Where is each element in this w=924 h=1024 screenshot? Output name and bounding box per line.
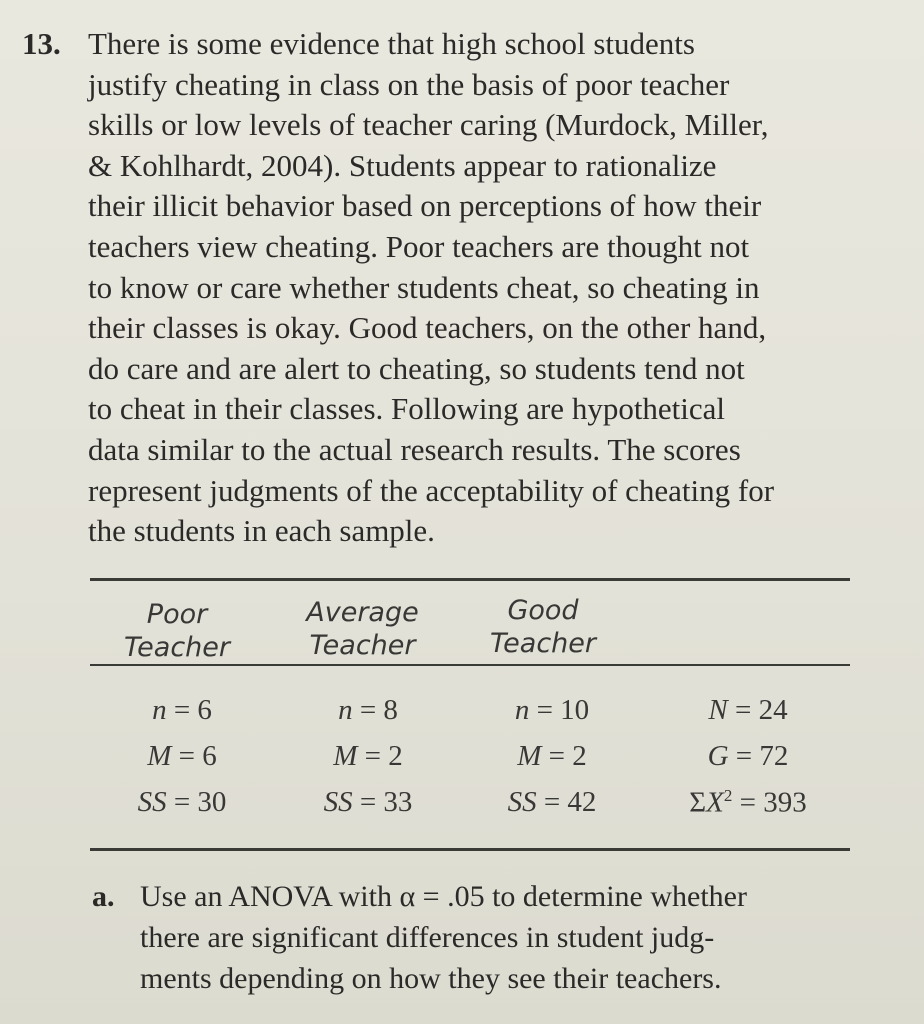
problem-line: skills or low levels of teacher caring (Murdock, Miller, <box>88 107 769 143</box>
average-n: n = 8 <box>338 694 398 726</box>
problem-line: do care and are alert to cheating, so students tend not <box>88 350 745 386</box>
problem-line: the students in each sample. <box>88 513 435 549</box>
problem-line: their illicit behavior based on perceptions of how their <box>88 188 762 224</box>
good-ss: SS = 42 <box>507 786 597 818</box>
average-mean: M = 2 <box>333 740 403 772</box>
column-header-poor-teacher: Poor Teacher <box>124 599 230 663</box>
problem-line: justify cheating in class on the basis of poor teacher <box>88 66 730 102</box>
column-header-good-teacher: Good Teacher <box>490 595 596 659</box>
part-a-text <box>140 876 862 999</box>
problem-text <box>88 24 858 552</box>
column-header-average-teacher: Average Teacher <box>306 597 419 661</box>
table-header-rule <box>90 664 850 666</box>
problem-number: 13. <box>22 26 61 61</box>
poor-mean: M = 6 <box>147 740 217 772</box>
problem-line: teachers view cheating. Poor teachers are thought not <box>88 228 750 264</box>
table-bottom-rule <box>90 848 850 851</box>
table-top-rule <box>90 578 850 581</box>
problem-line: represent judgments of the acceptability of cheating for <box>88 472 775 508</box>
total-n: N = 24 <box>708 694 788 726</box>
problem-line: data similar to the actual research results. The scores <box>88 431 741 467</box>
part-a-line: there are significant differences in student judg- <box>140 921 715 954</box>
problem-line: to know or care whether students cheat, so cheating in <box>88 269 760 305</box>
part-a-line: ments depending on how they see their teachers. <box>140 962 722 995</box>
good-mean: M = 2 <box>517 740 587 772</box>
problem-line: to cheat in their classes. Following are hypothetical <box>88 391 726 427</box>
problem-line: their classes is okay. Good teachers, on the other hand, <box>88 310 767 346</box>
part-a-line: Use an ANOVA with α = .05 to determine whether <box>140 880 747 913</box>
good-n: n = 10 <box>514 694 590 726</box>
part-a-label: a. <box>92 880 115 913</box>
poor-ss: SS = 30 <box>137 786 227 818</box>
part-a <box>92 876 862 999</box>
sum-x-squared: $\Sigma X^2 = 393$ <box>689 786 807 819</box>
problem-line: & Kohlhardt, 2004). Students appear to rationalize <box>88 147 717 183</box>
poor-n: n = 6 <box>152 694 212 726</box>
grand-total-g: G = 72 <box>707 740 789 772</box>
problem-13 <box>22 24 862 552</box>
average-ss: SS = 33 <box>323 786 413 818</box>
problem-line: There is some evidence that high school students <box>88 26 695 61</box>
